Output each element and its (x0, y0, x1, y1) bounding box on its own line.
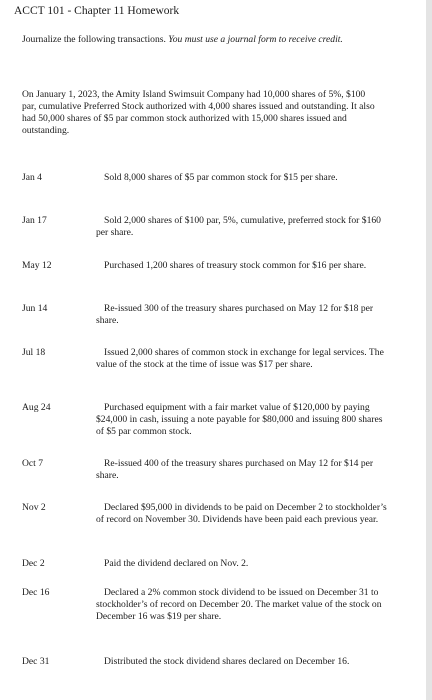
transaction-date: Aug 24 (22, 402, 51, 413)
transaction-date: Oct 7 (22, 458, 44, 469)
transaction-text: Re-issued 400 of the treasury shares purchased on May 12 for $14 per share. (96, 458, 374, 481)
transaction-text: Issued 2,000 shares of common stock in exchange for legal services. The value of the stock at the time of issue was $17 per share. (96, 347, 384, 370)
transaction-date: Nov 2 (22, 502, 46, 513)
transaction-text: Sold 2,000 shares of $100 par, 5%, cumulative, preferred stock for $160 per share. (96, 215, 381, 238)
transaction-text: Re-issued 300 of the treasury shares purchased on May 12 for $18 per share. (96, 303, 374, 326)
instructions-emphasis: You must use a journal form to receive credit. (168, 34, 343, 45)
transaction-item (22, 303, 392, 327)
transaction-item (22, 347, 392, 371)
transaction-item (22, 656, 392, 668)
scrollbar-track[interactable] (426, 0, 432, 700)
transaction-text: Purchased equipment with a fair market value of $120,000 by paying $24,000 in cash, issuing a note payable for $80,000 and issuing 800 shares of $5 par common stock. (96, 402, 383, 437)
instructions (22, 34, 382, 46)
transaction-text: Paid the dividend declared on Nov. 2. (104, 558, 249, 569)
transaction-date: Dec 31 (22, 656, 50, 667)
transaction-item (22, 172, 392, 184)
transaction-item (22, 260, 392, 272)
transaction-item (22, 402, 392, 438)
transaction-text: Declared $95,000 in dividends to be paid on December 2 to stockholder’s of record on November 30. Dividends have been paid each previous year. (96, 502, 387, 525)
transaction-date: Jul 18 (22, 347, 46, 358)
transaction-item (22, 502, 392, 526)
transaction-item (22, 458, 392, 482)
transaction-item (22, 558, 392, 570)
transaction-text: Purchased 1,200 shares of treasury stock common for $16 per share. (104, 260, 367, 271)
intro-paragraph: On January 1, 2023, the Amity Island Swimsuit Company had 10,000 shares of 5%, $100 par, cumulative Preferred Stock authorized with 4,000 shares issued and outstanding. It also had 50,000 shares of $5 par common stock authorized with 15,000 shares issued and outstanding. (22, 89, 375, 136)
transaction-text: Declared a 2% common stock dividend to be issued on December 31 to stockholder’s of record on December 20. The market value of the stock on December 16 was $19 per share. (96, 587, 382, 622)
transaction-item (22, 587, 392, 623)
transaction-date: Jan 17 (22, 215, 47, 226)
transaction-date: Dec 16 (22, 587, 50, 598)
transaction-text: Distributed the stock dividend shares declared on December 16. (104, 656, 350, 667)
transaction-date: Jan 4 (22, 172, 42, 183)
document-title: ACCT 101 - Chapter 11 Homework (14, 5, 180, 17)
transaction-date: May 12 (22, 260, 52, 271)
instructions-text: Journalize the following transactions. (22, 34, 169, 45)
transaction-date: Dec 2 (22, 558, 45, 569)
transaction-text: Sold 8,000 shares of $5 par common stock for $15 per share. (104, 172, 338, 183)
transaction-date: Jun 14 (22, 303, 48, 314)
transaction-item (22, 215, 392, 239)
